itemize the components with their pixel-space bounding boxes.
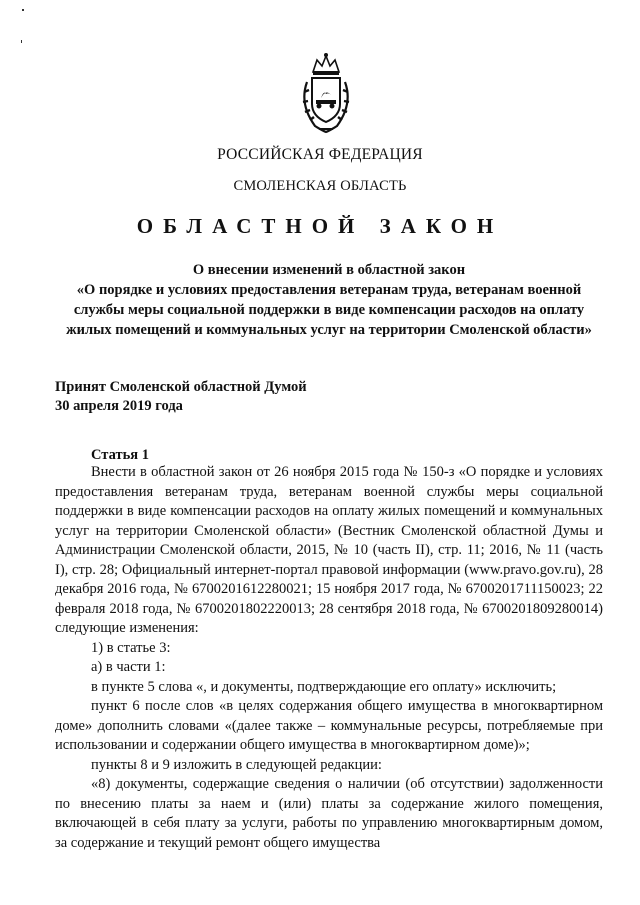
paragraph: пункты 8 и 9 изложить в следующей редакции:: [91, 756, 382, 773]
paragraph: 1) в статье 3:: [91, 639, 171, 656]
law-title-line: О внесении изменений в областной закон: [192, 262, 466, 278]
law-title: [55, 260, 603, 340]
region-heading: СМОЛЕНСКАЯ ОБЛАСТЬ: [233, 178, 407, 194]
paragraph: Внести в областной закон от 26 ноября 2015 года № 150-з «О порядке и условиях предоставления ветеранам труда, ветеранам военной службы меры социальной поддержки в виде компенсации расходов на оплату жилых помещений и коммунальных услуг на территории Смоленской области» (Вестник Смоленской областной Думы и Администрации Смоленской области, 2015, № 10 (часть II), стр. 11; 2016, № 11 (часть I), стр. 28; Официальный интернет-портал правовой информации (www.pravo.gov.ru), 28 декабря 2016 года, № 6700201612280021; 15 ноября 2017 года, № 6700201711150023; 22 февраля 2018 года, № 6700201802220013; 28 сентября 2018 года, № 6700201809280014) следующие изменения:: [55, 464, 603, 636]
adoption-body: Принят Смоленской областной Думой: [55, 379, 307, 395]
scan-speck: [21, 40, 22, 43]
paragraph: «8) документы, содержащие сведения о наличии (об отсутствии) задолженности по внесению платы за наем и (или) платы за содержание жилого помещения, включающей в себя плату за услуги, работы по управлению многоквартирным домом, за содержание и текущий ремонт общего имущества: [55, 776, 603, 851]
paragraph: а) в части 1:: [91, 659, 166, 675]
law-title-name: «О порядке и условиях предоставления ветеранам труда, ветеранам военной службы меры социальной поддержки в виде компенсации расходов на оплату жилых помещений и коммунальных услуг на территории Смоленской области»: [66, 282, 592, 338]
adoption-date: 30 апреля 2019 года: [55, 398, 183, 414]
document-type-heading: ОБЛАСТНОЙ ЗАКОН: [136, 214, 504, 238]
country-heading: РОССИЙСКАЯ ФЕДЕРАЦИЯ: [217, 146, 423, 163]
paragraph: пункт 6 после слов «в целях содержания общего имущества в многоквартирном доме» дополнить словами «(далее также – коммунальные ресурсы, потребляемые при использовании и содержании общего имущества в многоквартирном доме)»;: [55, 698, 603, 753]
scan-speck: [22, 9, 24, 11]
article-body: [55, 463, 603, 853]
paragraph: в пункте 5 слова «, и документы, подтверждающие его оплату» исключить;: [91, 678, 557, 695]
adoption-info: [55, 378, 307, 416]
article-heading: Статья 1: [91, 447, 149, 463]
coat-of-arms-icon: [295, 52, 357, 134]
